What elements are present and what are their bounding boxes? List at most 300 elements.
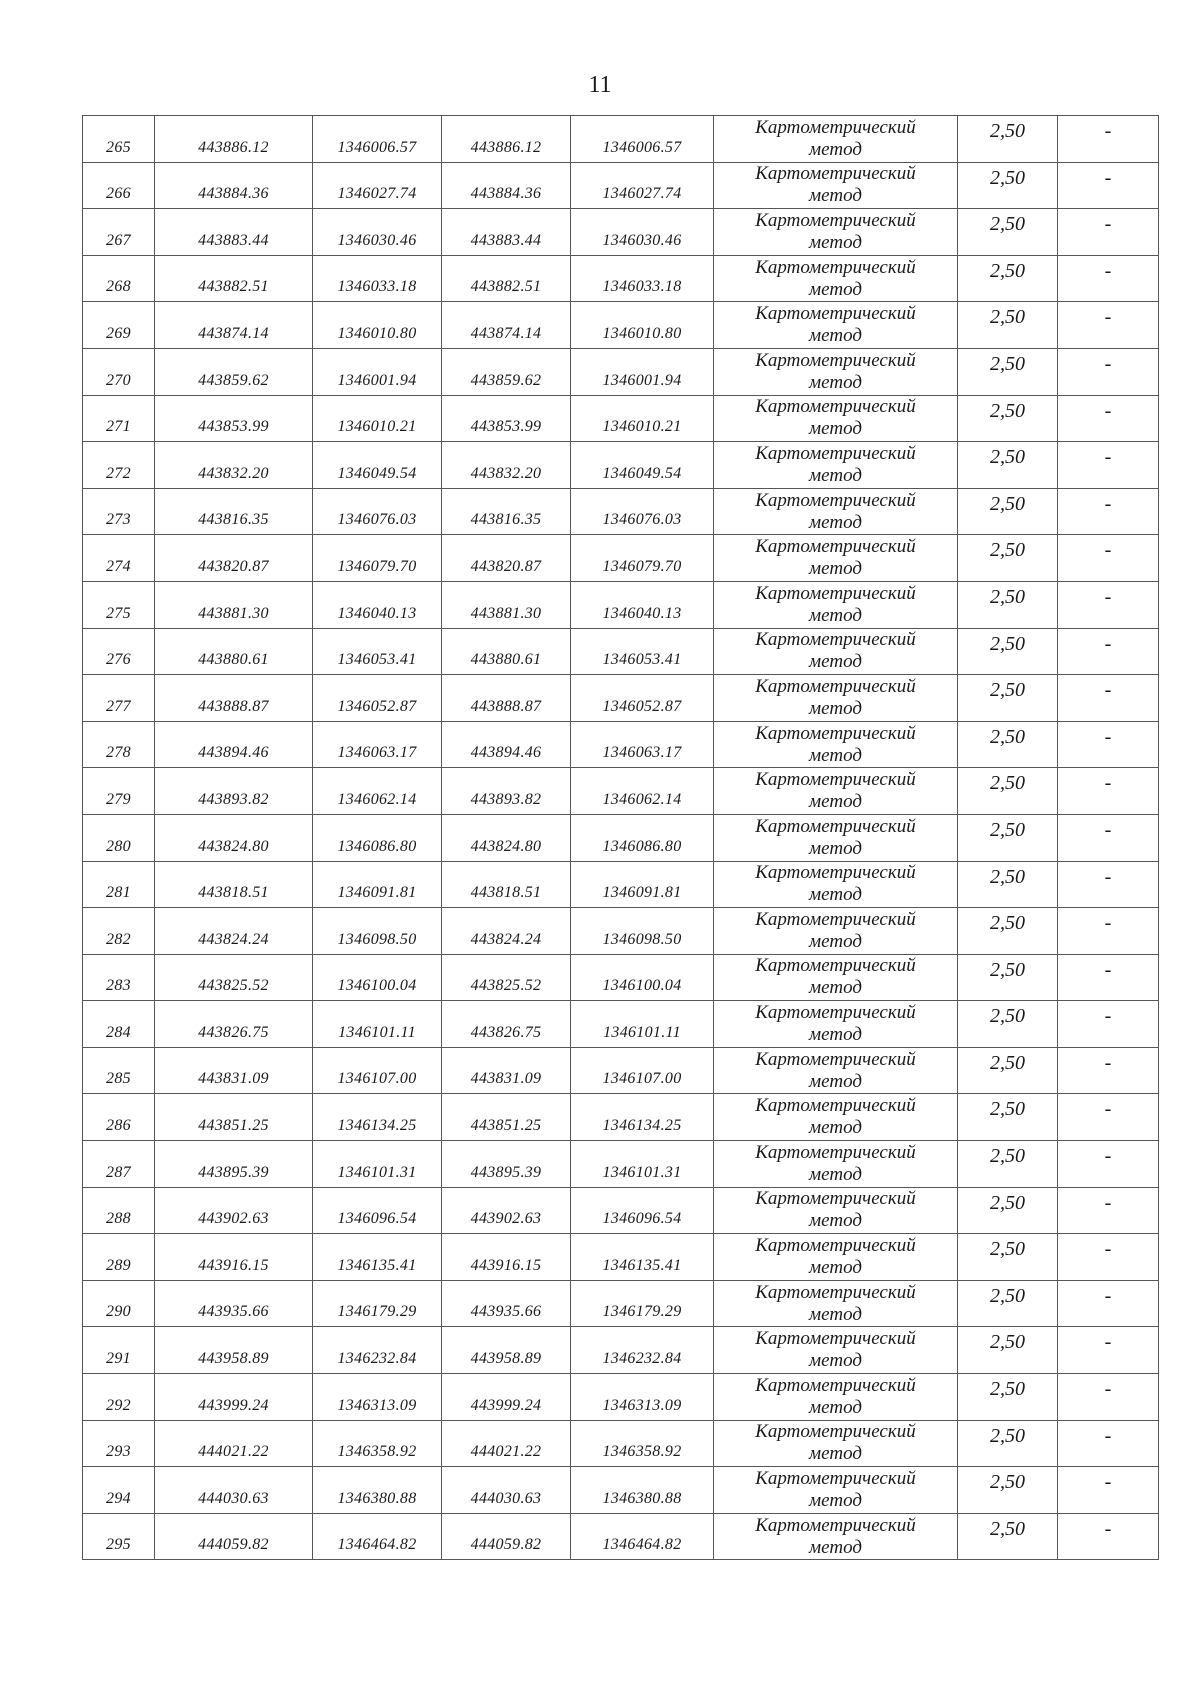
method-cell — [714, 1187, 958, 1234]
method-cell — [714, 581, 958, 628]
table-row — [83, 162, 1159, 209]
method-line2: метод — [809, 1536, 862, 1558]
point-number-cell: 280 — [83, 814, 155, 861]
point-number-cell: 267 — [83, 209, 155, 256]
method-cell — [714, 721, 958, 768]
point-number-cell: 283 — [83, 954, 155, 1001]
page-number: 11 — [588, 72, 612, 98]
existing-y-cell: 1346358.92 — [313, 1420, 442, 1467]
method-line2: метод — [809, 138, 862, 160]
description-cell: - — [1058, 116, 1159, 163]
new-x-cell: 443824.80 — [442, 814, 571, 861]
description-cell: - — [1058, 209, 1159, 256]
method-line2: метод — [809, 604, 862, 626]
new-y-cell: 1346052.87 — [571, 675, 714, 722]
new-x-cell: 443825.52 — [442, 954, 571, 1001]
existing-y-cell: 1346134.25 — [313, 1094, 442, 1141]
point-number-cell: 271 — [83, 395, 155, 442]
existing-x-cell: 443820.87 — [155, 535, 313, 582]
method-line2: метод — [809, 930, 862, 952]
existing-x-cell: 443831.09 — [155, 1047, 313, 1094]
method-cell — [714, 302, 958, 349]
method-line1: Картометрический — [755, 629, 916, 651]
new-y-cell: 1346179.29 — [571, 1280, 714, 1327]
point-number-cell: 276 — [83, 628, 155, 675]
method-cell — [714, 255, 958, 302]
method-cell — [714, 1327, 958, 1374]
description-cell: - — [1058, 1420, 1159, 1467]
new-y-cell: 1346107.00 — [571, 1047, 714, 1094]
method-line2: метод — [809, 697, 862, 719]
new-x-cell: 443882.51 — [442, 255, 571, 302]
existing-x-cell: 444059.82 — [155, 1513, 313, 1560]
method-line2: метод — [809, 1396, 862, 1418]
precision-cell: 2,50 — [958, 1141, 1058, 1188]
method-line2: метод — [809, 1350, 862, 1372]
new-x-cell: 443826.75 — [442, 1001, 571, 1048]
method-cell — [714, 395, 958, 442]
new-x-cell: 443935.66 — [442, 1280, 571, 1327]
new-y-cell: 1346101.11 — [571, 1001, 714, 1048]
method-cell — [714, 442, 958, 489]
method-line2: метод — [809, 185, 862, 207]
table-row — [83, 348, 1159, 395]
new-x-cell: 443894.46 — [442, 721, 571, 768]
existing-y-cell: 1346001.94 — [313, 348, 442, 395]
point-number-cell: 270 — [83, 348, 155, 395]
precision-cell: 2,50 — [958, 581, 1058, 628]
new-x-cell: 443888.87 — [442, 675, 571, 722]
new-y-cell: 1346001.94 — [571, 348, 714, 395]
precision-cell: 2,50 — [958, 162, 1058, 209]
description-cell: - — [1058, 1234, 1159, 1281]
method-cell — [714, 814, 958, 861]
new-x-cell: 443902.63 — [442, 1187, 571, 1234]
method-line1: Картометрический — [755, 1468, 916, 1490]
existing-y-cell: 1346100.04 — [313, 954, 442, 1001]
existing-y-cell: 1346101.11 — [313, 1001, 442, 1048]
new-x-cell: 443818.51 — [442, 861, 571, 908]
method-line2: метод — [809, 744, 862, 766]
point-number-cell: 292 — [83, 1374, 155, 1421]
method-line1: Картометрический — [755, 582, 916, 604]
precision-cell: 2,50 — [958, 1513, 1058, 1560]
new-y-cell: 1346063.17 — [571, 721, 714, 768]
new-x-cell: 443881.30 — [442, 581, 571, 628]
table-row — [83, 908, 1159, 955]
existing-y-cell: 1346062.14 — [313, 768, 442, 815]
precision-cell: 2,50 — [958, 395, 1058, 442]
table-row — [83, 768, 1159, 815]
method-line1: Картометрический — [755, 1281, 916, 1303]
precision-cell: 2,50 — [958, 535, 1058, 582]
new-x-cell: 444059.82 — [442, 1513, 571, 1560]
description-cell: - — [1058, 1327, 1159, 1374]
description-cell: - — [1058, 768, 1159, 815]
table-row — [83, 1141, 1159, 1188]
method-line1: Картометрический — [755, 1048, 916, 1070]
new-x-cell: 443895.39 — [442, 1141, 571, 1188]
new-y-cell: 1346030.46 — [571, 209, 714, 256]
new-y-cell: 1346098.50 — [571, 908, 714, 955]
method-line2: метод — [809, 511, 862, 533]
description-cell: - — [1058, 1141, 1159, 1188]
new-y-cell: 1346053.41 — [571, 628, 714, 675]
method-cell — [714, 675, 958, 722]
table-row — [83, 1047, 1159, 1094]
existing-x-cell: 443832.20 — [155, 442, 313, 489]
existing-y-cell: 1346027.74 — [313, 162, 442, 209]
existing-x-cell: 444021.22 — [155, 1420, 313, 1467]
precision-cell: 2,50 — [958, 768, 1058, 815]
existing-x-cell: 443859.62 — [155, 348, 313, 395]
method-cell — [714, 768, 958, 815]
existing-x-cell: 443880.61 — [155, 628, 313, 675]
description-cell: - — [1058, 255, 1159, 302]
point-number-cell: 272 — [83, 442, 155, 489]
existing-y-cell: 1346096.54 — [313, 1187, 442, 1234]
table-row — [83, 628, 1159, 675]
precision-cell: 2,50 — [958, 255, 1058, 302]
table-row — [83, 442, 1159, 489]
table-row — [83, 302, 1159, 349]
method-line1: Картометрический — [755, 675, 916, 697]
new-y-cell: 1346101.31 — [571, 1141, 714, 1188]
method-line1: Картометрический — [755, 1095, 916, 1117]
point-number-cell: 277 — [83, 675, 155, 722]
new-x-cell: 443883.44 — [442, 209, 571, 256]
existing-x-cell: 444030.63 — [155, 1467, 313, 1514]
new-y-cell: 1346010.80 — [571, 302, 714, 349]
existing-y-cell: 1346010.80 — [313, 302, 442, 349]
new-x-cell: 443916.15 — [442, 1234, 571, 1281]
existing-x-cell: 443818.51 — [155, 861, 313, 908]
precision-cell: 2,50 — [958, 1374, 1058, 1421]
existing-x-cell: 443824.24 — [155, 908, 313, 955]
new-x-cell: 444030.63 — [442, 1467, 571, 1514]
method-line1: Картометрический — [755, 769, 916, 791]
description-cell: - — [1058, 1187, 1159, 1234]
new-y-cell: 1346076.03 — [571, 488, 714, 535]
existing-y-cell: 1346053.41 — [313, 628, 442, 675]
table-row — [83, 535, 1159, 582]
existing-x-cell: 443826.75 — [155, 1001, 313, 1048]
point-number-cell: 279 — [83, 768, 155, 815]
new-x-cell: 443832.20 — [442, 442, 571, 489]
method-cell — [714, 1280, 958, 1327]
description-cell: - — [1058, 721, 1159, 768]
existing-y-cell: 1346464.82 — [313, 1513, 442, 1560]
method-line1: Картометрический — [755, 303, 916, 325]
existing-x-cell: 443851.25 — [155, 1094, 313, 1141]
new-x-cell: 443999.24 — [442, 1374, 571, 1421]
table-row — [83, 954, 1159, 1001]
existing-x-cell: 443958.89 — [155, 1327, 313, 1374]
method-cell — [714, 488, 958, 535]
point-number-cell: 275 — [83, 581, 155, 628]
method-cell — [714, 1234, 958, 1281]
new-y-cell: 1346313.09 — [571, 1374, 714, 1421]
new-y-cell: 1346079.70 — [571, 535, 714, 582]
table-row — [83, 1094, 1159, 1141]
description-cell: - — [1058, 954, 1159, 1001]
new-x-cell: 443893.82 — [442, 768, 571, 815]
existing-y-cell: 1346313.09 — [313, 1374, 442, 1421]
existing-x-cell: 443874.14 — [155, 302, 313, 349]
new-y-cell: 1346062.14 — [571, 768, 714, 815]
point-number-cell: 273 — [83, 488, 155, 535]
new-x-cell: 443816.35 — [442, 488, 571, 535]
description-cell: - — [1058, 1094, 1159, 1141]
existing-x-cell: 443882.51 — [155, 255, 313, 302]
new-y-cell: 1346380.88 — [571, 1467, 714, 1514]
method-line1: Картометрический — [755, 862, 916, 884]
existing-y-cell: 1346107.00 — [313, 1047, 442, 1094]
existing-x-cell: 443824.80 — [155, 814, 313, 861]
method-line1: Картометрический — [755, 396, 916, 418]
existing-x-cell: 443883.44 — [155, 209, 313, 256]
method-line1: Картометрический — [755, 442, 916, 464]
table-row — [83, 1001, 1159, 1048]
method-line1: Картометрический — [755, 163, 916, 185]
table-row — [83, 581, 1159, 628]
method-line2: метод — [809, 371, 862, 393]
precision-cell: 2,50 — [958, 721, 1058, 768]
table-row — [83, 209, 1159, 256]
table-row — [83, 1467, 1159, 1514]
description-cell: - — [1058, 535, 1159, 582]
existing-y-cell: 1346052.87 — [313, 675, 442, 722]
precision-cell: 2,50 — [958, 1234, 1058, 1281]
method-line1: Картометрический — [755, 1002, 916, 1024]
new-x-cell: 443820.87 — [442, 535, 571, 582]
point-number-cell: 268 — [83, 255, 155, 302]
method-line2: метод — [809, 791, 862, 813]
new-y-cell: 1346135.41 — [571, 1234, 714, 1281]
table-row — [83, 861, 1159, 908]
method-line1: Картометрический — [755, 1141, 916, 1163]
existing-y-cell: 1346232.84 — [313, 1327, 442, 1374]
method-line1: Картометрический — [755, 1374, 916, 1396]
precision-cell: 2,50 — [958, 1420, 1058, 1467]
new-x-cell: 443824.24 — [442, 908, 571, 955]
table-body — [83, 116, 1159, 1560]
table-row — [83, 116, 1159, 163]
precision-cell: 2,50 — [958, 1327, 1058, 1374]
table-row — [83, 721, 1159, 768]
method-line1: Картометрический — [755, 955, 916, 977]
method-line2: метод — [809, 1303, 862, 1325]
table-row — [83, 1187, 1159, 1234]
method-line2: метод — [809, 1024, 862, 1046]
description-cell: - — [1058, 348, 1159, 395]
table-row — [83, 1420, 1159, 1467]
description-cell: - — [1058, 908, 1159, 955]
precision-cell: 2,50 — [958, 1187, 1058, 1234]
method-line2: метод — [809, 278, 862, 300]
method-line2: метод — [809, 1070, 862, 1092]
method-cell — [714, 1047, 958, 1094]
point-number-cell: 291 — [83, 1327, 155, 1374]
method-cell — [714, 1141, 958, 1188]
table-row — [83, 814, 1159, 861]
table-row — [83, 1280, 1159, 1327]
method-cell — [714, 1467, 958, 1514]
method-line1: Картометрический — [755, 1328, 916, 1350]
existing-y-cell: 1346380.88 — [313, 1467, 442, 1514]
point-number-cell: 295 — [83, 1513, 155, 1560]
new-y-cell: 1346086.80 — [571, 814, 714, 861]
description-cell: - — [1058, 1001, 1159, 1048]
existing-x-cell: 443825.52 — [155, 954, 313, 1001]
precision-cell: 2,50 — [958, 814, 1058, 861]
new-x-cell: 443886.12 — [442, 116, 571, 163]
method-line2: метод — [809, 231, 862, 253]
method-line1: Картометрический — [755, 1421, 916, 1443]
precision-cell: 2,50 — [958, 1047, 1058, 1094]
description-cell: - — [1058, 628, 1159, 675]
method-line1: Картометрический — [755, 349, 916, 371]
new-x-cell: 443874.14 — [442, 302, 571, 349]
point-number-cell: 266 — [83, 162, 155, 209]
point-number-cell: 289 — [83, 1234, 155, 1281]
method-cell — [714, 861, 958, 908]
description-cell: - — [1058, 302, 1159, 349]
existing-y-cell: 1346091.81 — [313, 861, 442, 908]
precision-cell: 2,50 — [958, 1467, 1058, 1514]
method-line2: метод — [809, 1443, 862, 1465]
new-x-cell: 443853.99 — [442, 395, 571, 442]
description-cell: - — [1058, 1047, 1159, 1094]
new-x-cell: 443859.62 — [442, 348, 571, 395]
new-y-cell: 1346010.21 — [571, 395, 714, 442]
table-row — [83, 1513, 1159, 1560]
existing-y-cell: 1346030.46 — [313, 209, 442, 256]
method-line2: метод — [809, 1257, 862, 1279]
table-row — [83, 488, 1159, 535]
existing-x-cell: 443881.30 — [155, 581, 313, 628]
precision-cell: 2,50 — [958, 1280, 1058, 1327]
point-number-cell: 269 — [83, 302, 155, 349]
point-number-cell: 288 — [83, 1187, 155, 1234]
new-y-cell: 1346134.25 — [571, 1094, 714, 1141]
method-cell — [714, 1513, 958, 1560]
method-cell — [714, 162, 958, 209]
precision-cell: 2,50 — [958, 1001, 1058, 1048]
method-line2: метод — [809, 1490, 862, 1512]
method-line2: метод — [809, 325, 862, 347]
table-row — [83, 1327, 1159, 1374]
precision-cell: 2,50 — [958, 348, 1058, 395]
method-line1: Картометрический — [755, 536, 916, 558]
existing-x-cell: 443999.24 — [155, 1374, 313, 1421]
description-cell: - — [1058, 814, 1159, 861]
method-line2: метод — [809, 837, 862, 859]
precision-cell: 2,50 — [958, 954, 1058, 1001]
new-y-cell: 1346464.82 — [571, 1513, 714, 1560]
existing-y-cell: 1346010.21 — [313, 395, 442, 442]
description-cell: - — [1058, 675, 1159, 722]
point-number-cell: 290 — [83, 1280, 155, 1327]
existing-y-cell: 1346033.18 — [313, 255, 442, 302]
method-cell — [714, 116, 958, 163]
point-number-cell: 265 — [83, 116, 155, 163]
method-line2: метод — [809, 558, 862, 580]
existing-y-cell: 1346079.70 — [313, 535, 442, 582]
method-cell — [714, 1094, 958, 1141]
method-cell — [714, 908, 958, 955]
method-cell — [714, 1001, 958, 1048]
point-number-cell: 278 — [83, 721, 155, 768]
new-y-cell: 1346033.18 — [571, 255, 714, 302]
description-cell: - — [1058, 1513, 1159, 1560]
new-x-cell: 443884.36 — [442, 162, 571, 209]
table-row — [83, 675, 1159, 722]
point-number-cell: 284 — [83, 1001, 155, 1048]
table-row — [83, 395, 1159, 442]
point-number-cell: 281 — [83, 861, 155, 908]
precision-cell: 2,50 — [958, 209, 1058, 256]
existing-y-cell: 1346179.29 — [313, 1280, 442, 1327]
method-line1: Картометрический — [755, 489, 916, 511]
new-x-cell: 443958.89 — [442, 1327, 571, 1374]
existing-x-cell: 443935.66 — [155, 1280, 313, 1327]
existing-x-cell: 443888.87 — [155, 675, 313, 722]
description-cell: - — [1058, 581, 1159, 628]
method-cell — [714, 1374, 958, 1421]
method-line1: Картометрический — [755, 116, 916, 138]
new-y-cell: 1346100.04 — [571, 954, 714, 1001]
method-line2: метод — [809, 464, 862, 486]
new-y-cell: 1346091.81 — [571, 861, 714, 908]
existing-y-cell: 1346135.41 — [313, 1234, 442, 1281]
existing-x-cell: 443894.46 — [155, 721, 313, 768]
precision-cell: 2,50 — [958, 1094, 1058, 1141]
existing-y-cell: 1346076.03 — [313, 488, 442, 535]
method-line2: метод — [809, 884, 862, 906]
existing-y-cell: 1346101.31 — [313, 1141, 442, 1188]
precision-cell: 2,50 — [958, 628, 1058, 675]
method-line2: метод — [809, 977, 862, 999]
existing-x-cell: 443895.39 — [155, 1141, 313, 1188]
method-line2: метод — [809, 1210, 862, 1232]
description-cell: - — [1058, 162, 1159, 209]
precision-cell: 2,50 — [958, 488, 1058, 535]
precision-cell: 2,50 — [958, 116, 1058, 163]
new-x-cell: 443851.25 — [442, 1094, 571, 1141]
new-y-cell: 1346096.54 — [571, 1187, 714, 1234]
existing-x-cell: 443884.36 — [155, 162, 313, 209]
description-cell: - — [1058, 488, 1159, 535]
method-line2: метод — [809, 418, 862, 440]
method-cell — [714, 209, 958, 256]
new-x-cell: 443831.09 — [442, 1047, 571, 1094]
existing-y-cell: 1346098.50 — [313, 908, 442, 955]
method-line1: Картометрический — [755, 1235, 916, 1257]
table-row — [83, 1234, 1159, 1281]
coordinates-table — [82, 115, 1159, 1560]
method-cell — [714, 348, 958, 395]
description-cell: - — [1058, 1374, 1159, 1421]
method-cell — [714, 535, 958, 582]
new-y-cell: 1346027.74 — [571, 162, 714, 209]
method-cell — [714, 628, 958, 675]
new-y-cell: 1346049.54 — [571, 442, 714, 489]
method-line2: метод — [809, 1117, 862, 1139]
new-y-cell: 1346006.57 — [571, 116, 714, 163]
point-number-cell: 294 — [83, 1467, 155, 1514]
new-y-cell: 1346040.13 — [571, 581, 714, 628]
